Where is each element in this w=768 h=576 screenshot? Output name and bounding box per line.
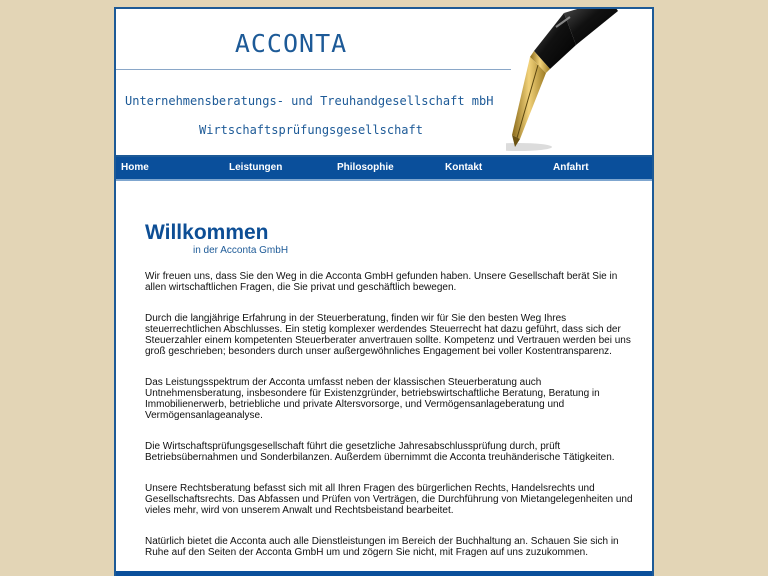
brand-logo-text: ACCONTA (234, 29, 348, 58)
nav-item-home[interactable]: Home (121, 162, 149, 173)
site-footer-bar (116, 571, 652, 576)
site-header (116, 9, 652, 157)
paragraph-steuerberatung: Durch die langjährige Erfahrung in der Steuerberatung, finden wir für Sie den besten Weg Ihres steuerrechtlichen Abschlusses. Ein stetig komplexer werdendes Steuerrecht hat dazu geführt, dass sich der Steuerzahler einem kompetenten Steuerberater anvertrauen sollte. Kompetenz und Vertrauen werden bei uns groß geschrieben; besonders durch unser außergewöhnliches Engagement bei voller Kostentransparenz. (145, 313, 631, 357)
main-content (116, 181, 635, 558)
page-subtitle: in der Acconta GmbH (193, 245, 289, 256)
nav-item-philosophie[interactable]: Philosophie (337, 162, 394, 173)
main-navigation (116, 157, 652, 181)
page-title: Willkommen (145, 221, 269, 244)
header-divider (116, 69, 511, 70)
paragraph-rechtsberatung: Unsere Rechtsberatung befasst sich mit all Ihren Fragen des bürgerlichen Rechts, Handelsrechts und Gesellschaftsrechts. Das Abfassen und Prüfen von Verträgen, die Durchführung von Mietangelegenheiten und vieles mehr, wird von unserem Anwalt und Rechtsbeistand bearbeitet. (145, 483, 633, 516)
paragraph-intro: Wir freuen uns, dass Sie den Weg in die Acconta GmbH gefunden haben. Unsere Gesellschaft berät Sie in allen wirtschaftlichen Fragen, die Sie privat und geschäftlich bewegen. (145, 271, 618, 293)
nav-item-anfahrt[interactable]: Anfahrt (553, 162, 589, 173)
company-subtitle: Wirtschaftsprüfungsgesellschaft (199, 123, 423, 137)
fountain-pen-icon (506, 7, 652, 153)
nav-item-leistungen[interactable]: Leistungen (229, 162, 283, 173)
page-container (114, 7, 654, 576)
paragraph-leistungsspektrum: Das Leistungsspektrum der Acconta umfasst neben der klassischen Steuerberatung auch Untnehmensberatung, insbesondere für Existenzgründer, betriebswirtschaftliche Beratung, Beratung in Immobilienerwerb, betriebliche und private Altersvorsorge, und Vermögensanlageberatung und Vermögensanlageanalyse. (145, 377, 600, 421)
paragraph-wirtschaftspruefung: Die Wirtschaftsprüfungsgesellschaft führt die gesetzliche Jahresabschlussprüfung durch, prüft Betriebsübernahmen und Sonderbilanzen. Außerdem übernimmt die Acconta treuhänderische Tätigkeiten. (145, 441, 615, 463)
company-tagline: Unternehmensberatungs- und Treuhandgesellschaft mbH (125, 94, 494, 108)
paragraph-buchhaltung: Natürlich bietet die Acconta auch alle Dienstleistungen im Bereich der Buchhaltung an. Schauen Sie sich in Ruhe auf den Seiten der Acconta GmbH um und zögern Sie nicht, mit Fragen auf uns zuzukommen. (145, 536, 619, 558)
nav-item-kontakt[interactable]: Kontakt (445, 162, 483, 173)
